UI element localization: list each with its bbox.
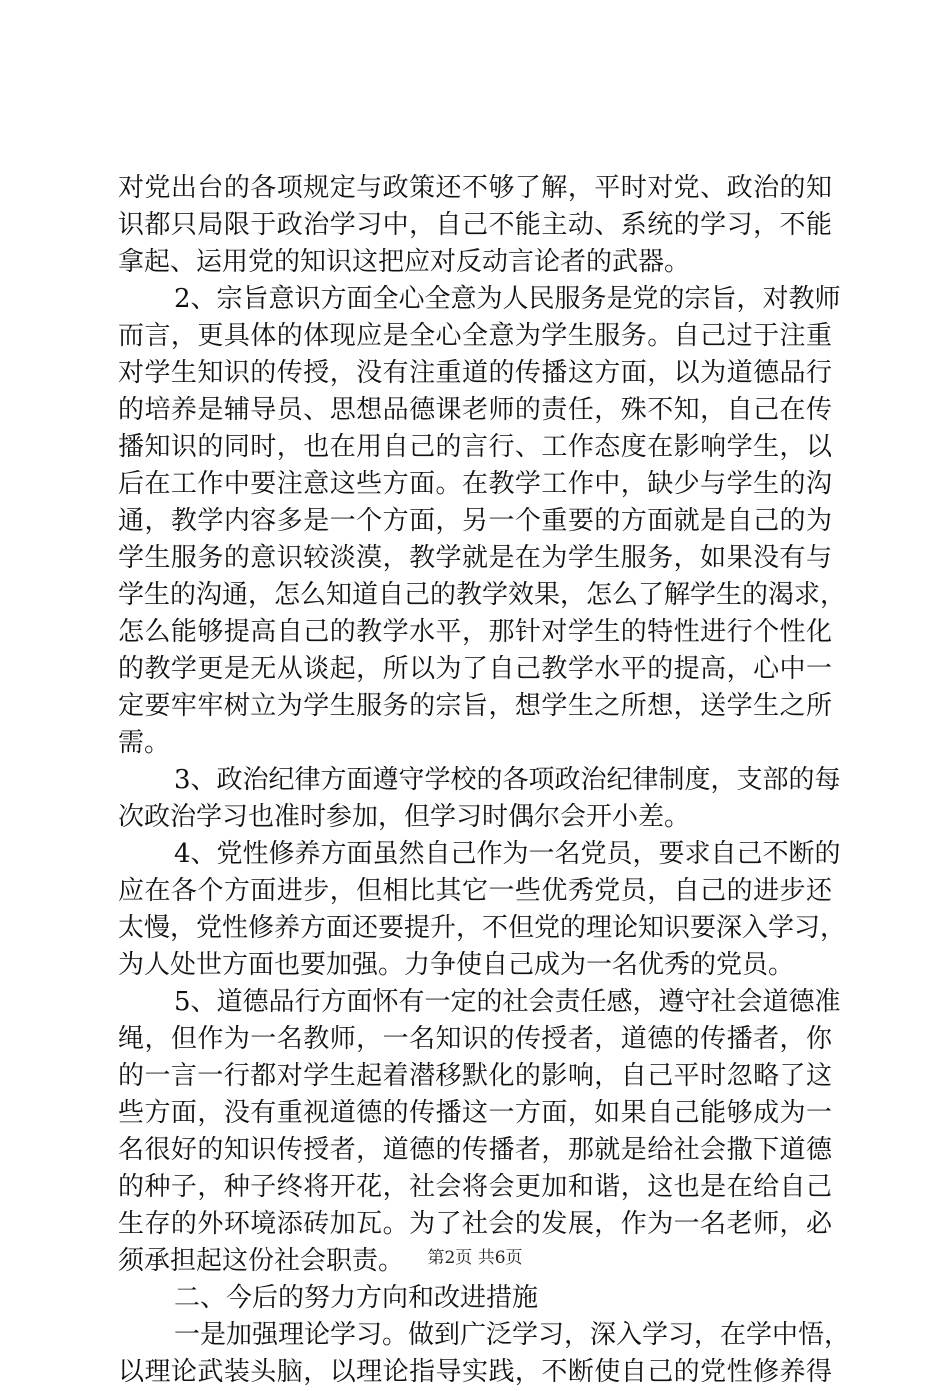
text-line: 次政治学习也准时参加，但学习时偶尔会开小差。 <box>118 802 691 832</box>
text-line: 绳，但作为一名教师，一名知识的传授者，道德的传播者，你 <box>118 1024 832 1054</box>
section-heading: 二、今后的努力方向和改进措施 <box>174 1283 539 1313</box>
text-line: 名很好的知识传授者，道德的传播者，那就是给社会撒下道德 <box>118 1135 832 1165</box>
text-line: 需。 <box>118 728 171 758</box>
text-line: 一是加强理论学习。做到广泛学习，深入学习，在学中悟， <box>174 1320 851 1350</box>
text-line: 应在各个方面进步，但相比其它一些优秀党员，自己的进步还 <box>118 876 832 906</box>
text-line: 播知识的同时，也在用自己的言行、工作态度在影响学生，以 <box>118 432 832 462</box>
text-line: 而言，更具体的体现应是全心全意为学生服务。自己过于注重 <box>118 321 832 351</box>
text-line: 拿起、运用党的知识这把应对反动言论者的武器。 <box>118 247 691 277</box>
text-line: 太慢，党性修养方面还要提升，不但党的理论知识要深入学习， <box>118 913 847 943</box>
page-footer <box>0 1243 950 1268</box>
text-line: 2、宗旨意识方面全心全意为人民服务是党的宗旨，对教师 <box>174 284 841 314</box>
text-line: 怎么能够提高自己的教学水平，那针对学生的特性进行个性化 <box>118 617 832 647</box>
text-line: 的培养是辅导员、思想品德课老师的责任，殊不知，自己在传 <box>118 395 832 425</box>
page-number-label: 第2页 共6页 <box>427 1248 523 1268</box>
text-line: 识都只局限于政治学习中，自己不能主动、系统的学习，不能 <box>118 210 832 240</box>
text-line: 对党出台的各项规定与政策还不够了解，平时对党、政治的知 <box>118 173 832 203</box>
text-line: 的教学更是无从谈起，所以为了自己教学水平的提高，心中一 <box>118 654 832 684</box>
text-line: 对学生知识的传授，没有注重道的传播这方面，以为道德品行 <box>118 358 832 388</box>
text-line: 后在工作中要注意这些方面。在教学工作中，缺少与学生的沟 <box>118 469 832 499</box>
text-line: 的种子，种子终将开花，社会将会更加和谐，这也是在给自己 <box>118 1172 832 1202</box>
text-line: 学生服务的意识较淡漠，教学就是在为学生服务，如果没有与 <box>118 543 832 573</box>
text-line: 些方面，没有重视道德的传播这一方面，如果自己能够成为一 <box>118 1098 832 1128</box>
text-line: 的一言一行都对学生起着潜移默化的影响，自己平时忽略了这 <box>118 1061 832 1091</box>
text-line: 4、党性修养方面虽然自己作为一名党员，要求自己不断的 <box>174 839 841 869</box>
text-line: 生存的外环境添砖加瓦。为了社会的发展，作为一名老师，必 <box>118 1209 832 1239</box>
text-line: 3、政治纪律方面遵守学校的各项政治纪律制度，支部的每 <box>174 765 841 795</box>
document-body <box>118 170 851 1391</box>
text-line: 定要牢牢树立为学生服务的宗旨，想学生之所想，送学生之所 <box>118 691 832 721</box>
text-line: 以理论武装头脑，以理论指导实践，不断使自己的党性修养得 <box>118 1357 832 1387</box>
text-line: 学生的沟通，怎么知道自己的教学效果，怎么了解学生的渴求， <box>118 580 847 610</box>
text-line: 通，教学内容多是一个方面，另一个重要的方面就是自己的为 <box>118 506 832 536</box>
text-line: 5、道德品行方面怀有一定的社会责任感，遵守社会道德准 <box>174 987 841 1017</box>
text-line: 为人处世方面也要加强。力争使自己成为一名优秀的党员。 <box>118 950 795 980</box>
text-line: 须承担起这份社会职责。 <box>118 1246 405 1276</box>
